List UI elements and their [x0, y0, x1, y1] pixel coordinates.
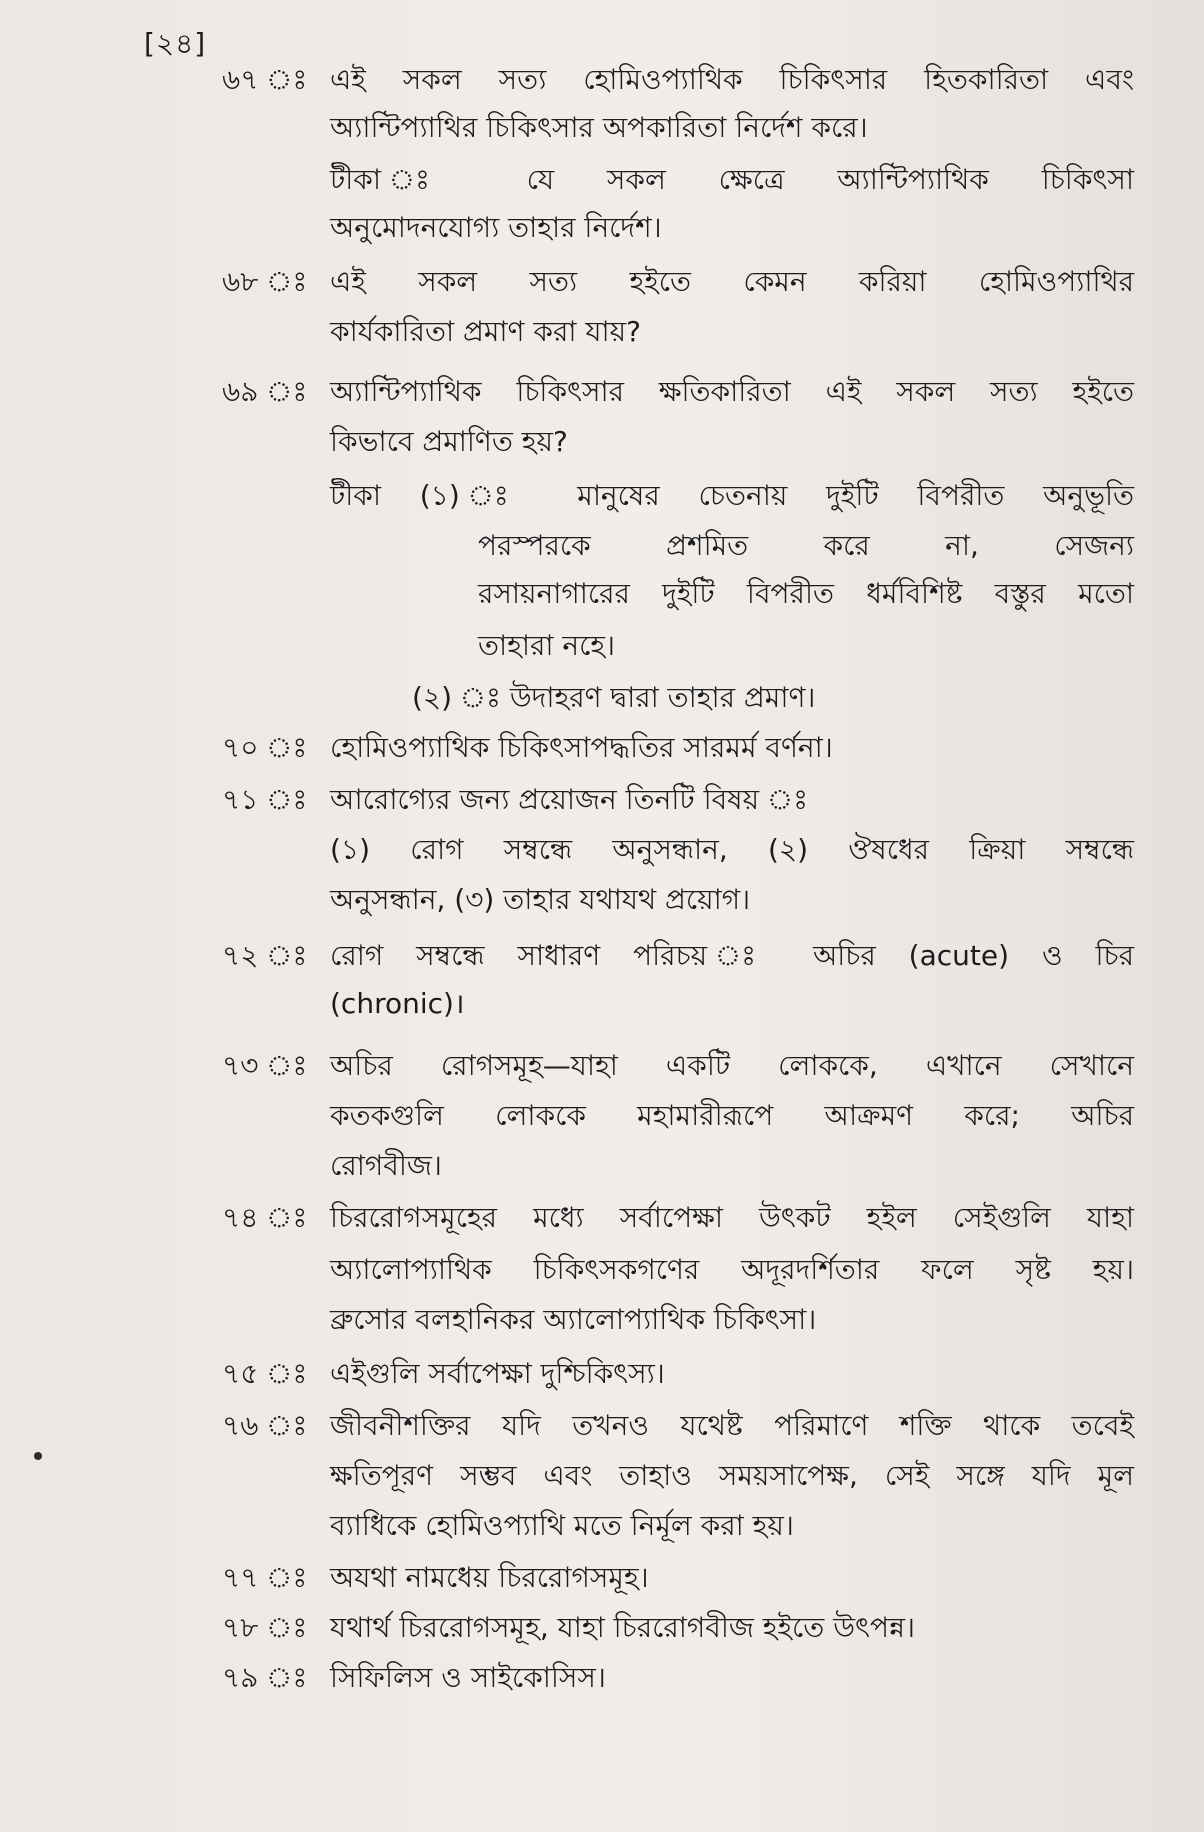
entry-line: অ্যান্টিপ্যাথিক চিকিৎসার ক্ষতিকারিতা এই সকল সত্য হইতে [330, 375, 1134, 408]
entry-line: অযথা নামধেয় চিররোগসমূহ। [330, 1561, 649, 1594]
entry-line: কার্যকারিতা প্রমাণ করা যায়? [330, 315, 642, 348]
entry-line: ব্যাধিকে হোমিওপ্যাথি মতে নির্মূল করা হয়। [330, 1509, 794, 1542]
entry-line: অ্যান্টিপ্যাথির চিকিৎসার অপকারিতা নির্দেশ করে। [330, 111, 868, 144]
note-line: (২) ঃ উদাহরণ দ্বারা তাহার প্রমাণ। [412, 681, 816, 714]
entry-line: কতকগুলি লোককে মহামারীরূপে আক্রমণ করে; অচির [330, 1099, 1134, 1132]
note-line: টীকা ঃ যে সকল ক্ষেত্রে অ্যান্টিপ্যাথিক চিকিৎসা [330, 163, 1134, 196]
entry-line: সিফিলিস ও সাইকোসিস। [330, 1661, 606, 1694]
entry-number: ৬৮ ঃ [222, 265, 308, 298]
entry-number: ৭৯ ঃ [222, 1661, 308, 1694]
entry-number: ৭২ ঃ [222, 939, 308, 972]
entry-line: কিভাবে প্রমাণিত হয়? [330, 425, 568, 458]
note-line: তাহারা নহে। [478, 629, 616, 662]
entry-number: ৭৮ ঃ [222, 1611, 308, 1644]
entry-line: হোমিওপ্যাথিক চিকিৎসাপদ্ধতির সারমর্ম বর্ণনা। [330, 731, 833, 764]
entry-number: ৭৩ ঃ [222, 1049, 308, 1082]
entry-line: ক্ষতিপূরণ সম্ভব এবং তাহাও সময়সাপেক্ষ, সেই সঙ্গে যদি মূল [330, 1459, 1134, 1492]
page-number: [২৪] [144, 27, 207, 60]
entry-number: ৭১ ঃ [222, 783, 308, 816]
note-line: অনুমোদনযোগ্য তাহার নির্দেশ। [330, 211, 662, 244]
entry-line: রোগবীজ। [330, 1149, 442, 1182]
entry-line: (১) রোগ সম্বন্ধে অনুসন্ধান, (২) ঔষধের ক্রিয়া সম্বন্ধে [330, 833, 1134, 866]
entry-line: (chronic)। [330, 987, 465, 1020]
entry-line: অ্যালোপ্যাথিক চিকিৎসকগণের অদূরদর্শিতার ফলে সৃষ্ট হয়। [330, 1253, 1134, 1286]
entry-number: ৭০ ঃ [222, 731, 308, 764]
entry-line: যথার্থ চিররোগসমূহ, যাহা চিররোগবীজ হইতে উৎপন্ন। [330, 1611, 916, 1644]
entry-line: চিররোগসমূহের মধ্যে সর্বাপেক্ষা উৎকট হইল সেইগুলি যাহা [330, 1201, 1134, 1234]
entry-line: আরোগ্যের জন্য প্রয়োজন তিনটি বিষয় ঃ [330, 783, 808, 816]
entry-line: অনুসন্ধান, (৩) তাহার যথাযথ প্রয়োগ। [330, 883, 751, 916]
note-line: পরস্পরকে প্রশমিত করে না, সেজন্য [478, 529, 1134, 562]
note-line: রসায়নাগারের দুইটি বিপরীত ধর্মবিশিষ্ট বস্তুর মতো [478, 577, 1134, 610]
entry-number: ৭৬ ঃ [222, 1409, 308, 1442]
entry-number: ৭৫ ঃ [222, 1357, 308, 1390]
entry-line: এই সকল সত্য হোমিওপ্যাথিক চিকিৎসার হিতকারিতা এবং [330, 63, 1134, 96]
entry-line: এই সকল সত্য হইতে কেমন করিয়া হোমিওপ্যাথির [330, 265, 1134, 298]
entry-number: ৭৪ ঃ [222, 1201, 308, 1234]
entry-line: এইগুলি সর্বাপেক্ষা দুশ্চিকিৎস্য। [330, 1357, 665, 1390]
entry-line: রোগ সম্বন্ধে সাধারণ পরিচয় ঃ অচির (acute) ও চির [330, 939, 1134, 972]
note-line: টীকা (১) ঃ মানুষের চেতনায় দুইটি বিপরীত অনুভূতি [330, 479, 1134, 512]
entry-line: ব্রুসোর বলহানিকর অ্যালোপ্যাথিক চিকিৎসা। [330, 1303, 817, 1336]
entry-number: ৬৯ ঃ [222, 375, 308, 408]
entry-number: ৭৭ ঃ [222, 1561, 308, 1594]
entry-number: ৬৭ ঃ [222, 63, 308, 96]
entry-line: অচির রোগসমূহ—যাহা একটি লোককে, এখানে সেখানে [330, 1049, 1134, 1082]
entry-line: জীবনীশক্তির যদি তখনও যথেষ্ট পরিমাণে শক্তি থাকে তবেই [330, 1409, 1134, 1442]
